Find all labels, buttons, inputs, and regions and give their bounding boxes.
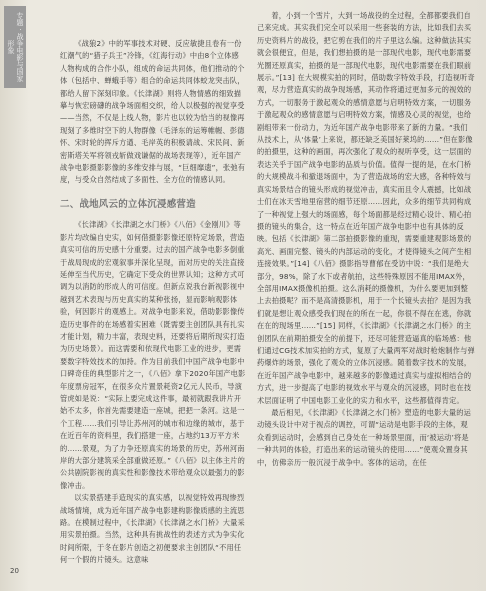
right-paragraph-1: 着，小到一个雪片，大到一场战役的全过程，全都都要我们自己来完成。其实我们完全可以采用一些套装的方法，比如我们去买历史资料片的战役，把它剪在我们的片子里这么编。这种做法其实就会很便宜，但是，我们想拍摄的是一部现代电影，现代电影需要光圈还原真实，拍摄的是一部现代电影，现代电影需要在我们眼前展示。”[13] 在大规模实拍的同时，借助数字特效手段，打造视听奇观，尽力营造真实的战争现场感，其动作将通过更加多元的视效的方式，一切服务于激起观众的感情意愿与启明特效方案，一切服务于激起观众的感情意愿与启明特效方案，情感及心灵的视觉，也给剧组带来一份动力，为近年国产战争电影带来了新的力量。“我们从技术上，从‘体量’上来说，都还缺乏美国好莱坞的……”但在影像的拍摄里，这种的画面，再次强化了观众的视听享受，这一层面的表达关乎于国产战争电影的品质与价值。值得一提的是，在水门桥的大规模战斗和撤退场面中，为了营造战场的宏大感，各种特效与真实场景结合的镜头形成的视觉冲击，真实而且令人震撼，比如战士们在冰天雪地里宿营的细节还原……因此，众多的细节共同构成了一种视觉上强大的场面感，每个场面都是经过精心设计、精心拍摄的镜头的集合，这一特点在近年国产战争电影中也有具体的反映。包括《长津湖》第二部拍摄影像的重现，需要重建观影场景的高光、画面完整、镜头的内部运动的变化，才使得镜头之间产生相连接效果。”[14]《八佰》摄影指导曹郁在受访中说：“我们是绝大部分，98%，除了水下或者航拍，这些特殊原因不能用IMAX外，全部用IMAX摄像机拍摄。这么消耗的摄像机，为什么要更加到整上去拍摄呢？而不是高清摄影机，用于一个长镜头去拍？是因为我们就是想让观众感受我们现在的所在一起，你很不得在在逃，你就在在的现场里……”[15] 同样，《长津湖》《长津湖之水门桥》的主创团队在前期拍摄安全的前提下，还尽可能营造逼真的临场感：他们通过CG技术加实拍的方式，复原了大量两军对战时枪炮制作与弹药爆炸的场景，强化了观众的立体沉浸感。随着数字技术的发展，在近年国产战争电影中，越来越多的影像通过真实与虚拟相结合的方式，进一步提高了电影的视效水平与观众的沉浸感，同时也在技术层面证明了中国电影工业化的实力和水平，这些都值得肯定。 xyxy=(257,11,475,405)
left-paragraph-2: 《长津湖》《长津湖之水门桥》《八佰》《金刚川》等影片均改编自史实，如何借摄影影像还原特定场景，营造真实可信的历史感十分重要。过去的国产战争电影多倒重于战局现成的宏观叙事并深化呈现，而对历史的关注直接延伸至当代历史，它确定下受众的世界认知；这种方式可调为以消防的形成人的可信度。但新点说我台新视影视中越到艺术表现与历史真实的某种张扬，显而影响观影体验，何因影片的观感上。对战争电影来说，借助影影像传造历史事件的在场感着实困难（既需要主创团队具有扎实才能计划，精力丰富，表现史料，还要将后期所现实打造为历史场景）。而这需要和依现代电影工业的进步，更需要数字特效技术的加持。作为目前我们中国产战争电影中口碑奇佳的典型影片之一，《八佰》拿下2020年国产电影年度票房冠军，在很多众片置景耗资2亿元人民币，导演管虎如是说：“实际上要完成这件事，最初就跟我讲片开始不太多，你首先需要建造一座城，把把一条河。这是一个工程……我们引导让苏州河的城市和边缘的城市，基于在近百年的资料里，我们搭建一座，占地约13万平方米的……景观，为了力争还原真实的场景的历史，苏州河南岸的大部分建筑采全部重做还原。”《八佰》以主体主片的公共剧院影视的真实性和影像技术带给观众以最强力的影像冲击。 xyxy=(60,220,246,490)
left-text-column xyxy=(60,38,246,567)
right-text-column xyxy=(257,10,475,469)
right-paragraph-2: 最后相见，《长津湖》《长津湖之水门桥》塑造的电影大量的运动镜头设计中对于视点的调控，可谓“运动是电影手段的主体，观众看到运动时，会感到自己身处在一种场景里面，而‘被运动’将是一种共同的体验，打造出来的运动镜头的使用……”使观众置身其中，仿佛亲历一般沉浸于战争中。客体的运动，在任 xyxy=(257,408,472,467)
left-paragraph-1: 《战狼2》中的军事技术对硬、反应敏捷且卷有一份红潮气的“猎子兵王”冷锋，《红海行动》中由8个立体感人物构成的合作小队，组成的命运共同体，他们推动的个体（包括中、蝉蛾手等）组合的命运共同体蛟龙突击队，都给人留下深刻印象。《长津湖》则将人物情感的细致描摹与恢宏磅礴的战争场面相交织，给人以极强的视觉享受——当然，不仅是上线人物，影片也以较为恰当的视像再现刻了多维时空下的人物群像（毛泽东的运筹帷幄、彭德怀、宋时轮的挥斥方遒、毛岸英的积极请战、宋民间、新密斯塔关军将领戎斩做戏谦倨的战场表现等），近年国产战争电影摄影影像的多维安排与展，“巨细靡遗”，张弛有度，与受众自然结成了多面性、全方位的情感认同。 xyxy=(60,39,246,185)
section-heading: 二、战地风云的立体沉浸感营造 xyxy=(60,198,196,210)
page-number: 20 xyxy=(10,567,19,575)
section-tab: 专题 · 战争电影与国家形象 xyxy=(4,6,26,88)
left-paragraph-3: 以实景搭建手造现实的真实感，以视觉特效再现惨烈战场情境，成为近年国产战争电影建构影像质感的主流思路。在模制过程中，《长津湖》《长津湖之水门桥》大量采用实景拍摄。当然，这种具有挑战性的表述方式为争实化时间所限，于冬在影片创造之初便要求主创团队“不用任何一个假的片镜头。这意味 xyxy=(60,493,245,565)
